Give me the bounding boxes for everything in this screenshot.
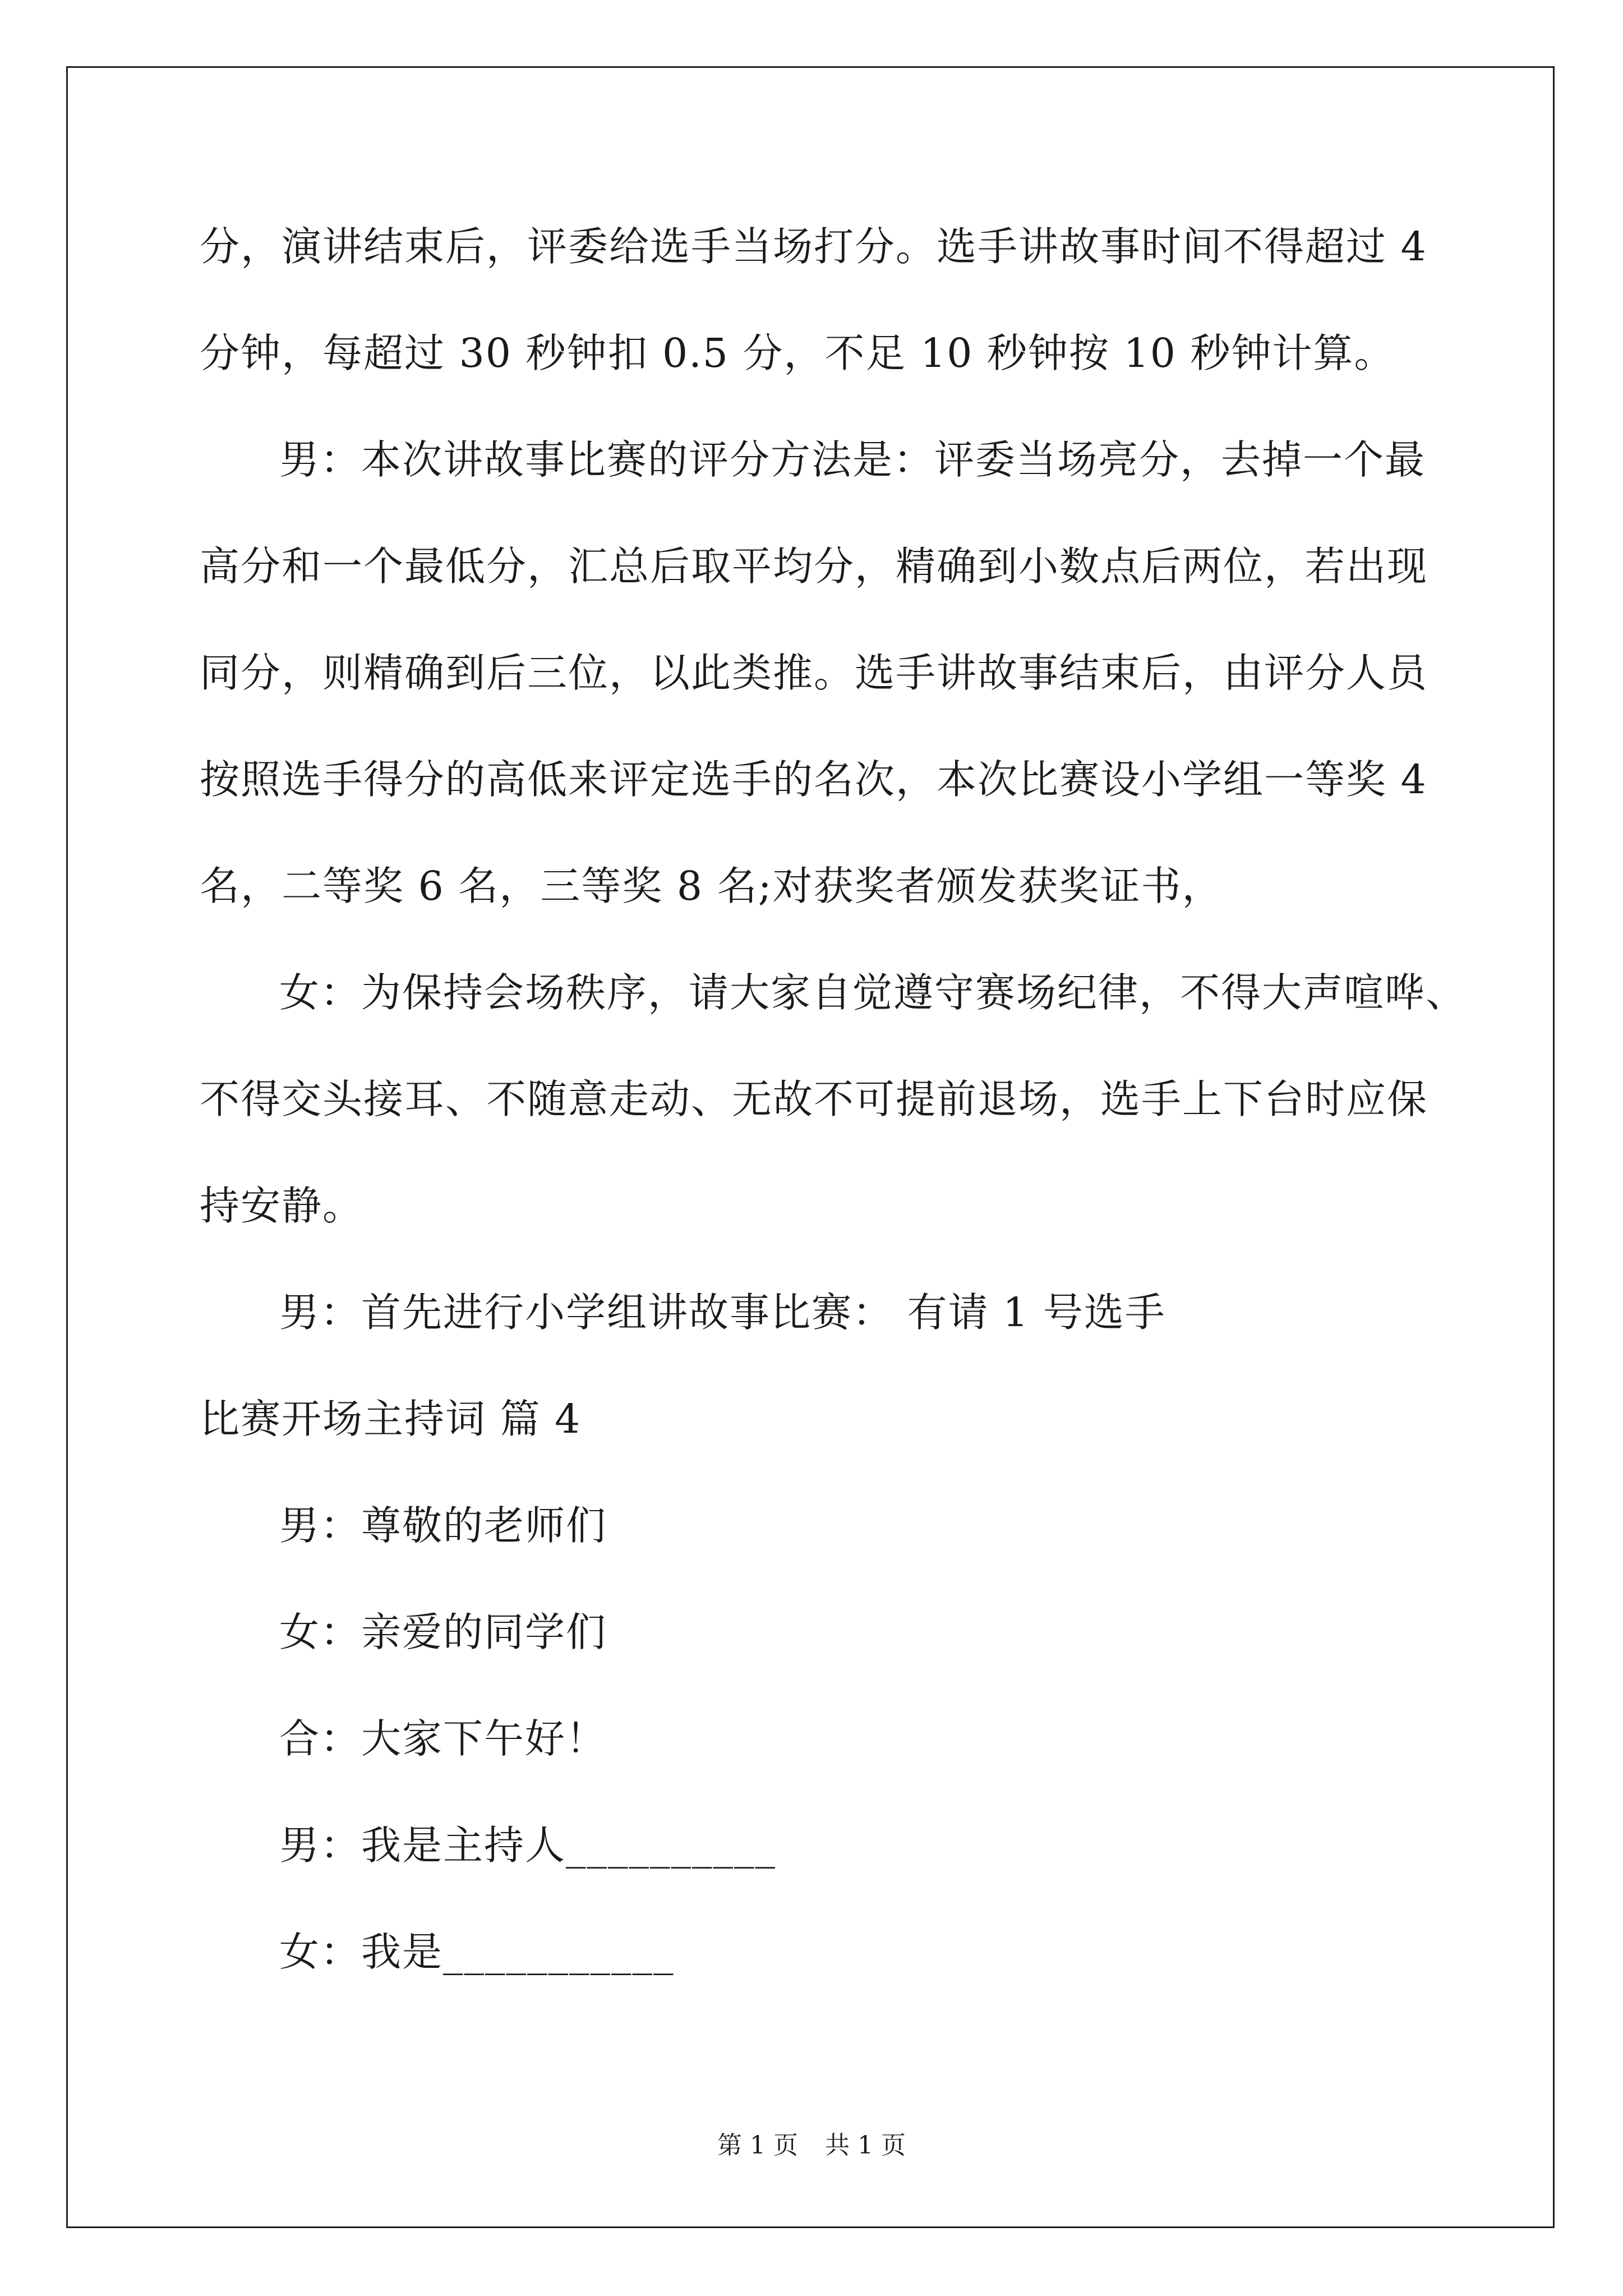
dialogue-line: 男：我是主持人__________ (279, 1822, 777, 1869)
paragraph-line: 持安静。 (200, 1182, 364, 1229)
paragraph-line: 不得交头接耳、不随意走动、无故不可提前退场，选手上下台时应保 (200, 1076, 1428, 1122)
page-total: 共 1 页 (825, 2131, 906, 2160)
paragraph-line: 同分，则精确到后三位，以此类推。选手讲故事结束后，由评分人员 (200, 650, 1428, 696)
paragraph-line: 男：首先进行小学组讲故事比赛： 有请 1 号选手 (279, 1289, 1166, 1336)
page-border (66, 66, 1555, 2228)
paragraph-line: 分钟，每超过 30 秒钟扣 0.5 分，不足 10 秒钟按 10 秒钟计算。 (200, 330, 1395, 376)
dialogue-line: 女：亲爱的同学们 (279, 1609, 607, 1655)
dialogue-line: 合：大家下午好！ (279, 1715, 607, 1762)
paragraph-line: 男：本次讲故事比赛的评分方法是：评委当场亮分，去掉一个最 (279, 436, 1426, 483)
dialogue-line: 男：尊敬的老师们 (279, 1502, 607, 1549)
dialogue-line: 女：我是___________ (279, 1929, 675, 1975)
paragraph-line: 女：为保持会场秩序，请大家自觉遵守赛场纪律，不得大声喧哗、 (279, 969, 1467, 1016)
page-number: 第 1 页 (717, 2131, 798, 2160)
page-footer (0, 2129, 1623, 2162)
section-heading: 比赛开场主持词 篇 4 (200, 1396, 582, 1442)
paragraph-line: 按照选手得分的高低来评定选手的名次，本次比赛设小学组一等奖 4 (200, 756, 1427, 803)
paragraph-line: 名，二等奖 6 名，三等奖 8 名;对获奖者颁发获奖证书， (200, 863, 1223, 909)
paragraph-line: 分，演讲结束后，评委给选手当场打分。选手讲故事时间不得超过 4 (200, 223, 1427, 270)
paragraph-line: 高分和一个最低分，汇总后取平均分，精确到小数点后两位，若出现 (200, 543, 1428, 590)
